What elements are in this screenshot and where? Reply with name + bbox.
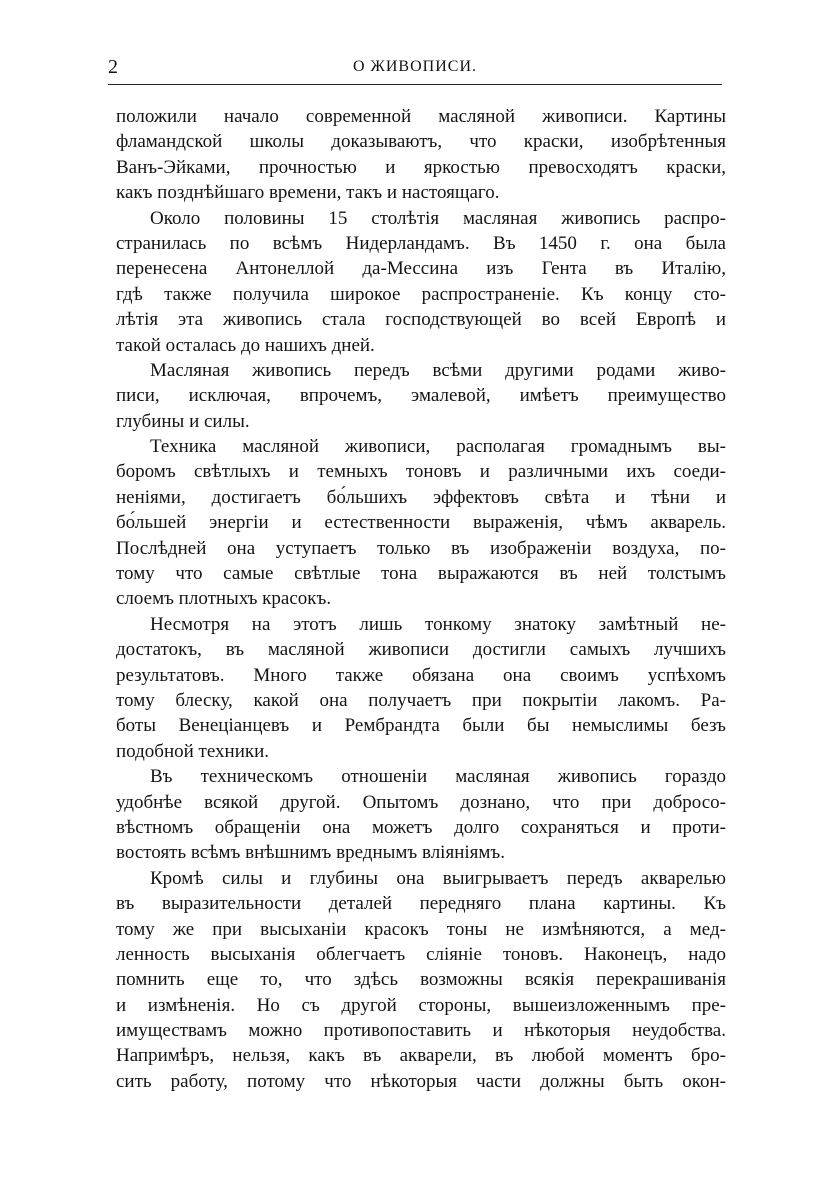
body-text (116, 104, 726, 1094)
text-line: неніями, достигаетъ бо́льшихъ эффектовъ свѣта и тѣни и (116, 486, 726, 508)
running-head (108, 50, 722, 86)
text-line: фламандской школы доказываютъ, что краски, изобрѣтенныя (116, 131, 726, 153)
text-line: тому же при высыханіи красокъ тоны не измѣняются, а мед- (116, 918, 726, 940)
text-line: Ванъ-Эйками, прочностью и яркостью превосходятъ краски, (116, 156, 726, 178)
text-line: странилась по всѣмъ Нидерландамъ. Въ 1450 г. она была (116, 232, 726, 254)
text-line: достатокъ, въ масляной живописи достигли самыхъ лучшихъ (116, 639, 726, 661)
text-line: боромъ свѣтлыхъ и темныхъ тоновъ и различными ихъ соеди- (116, 461, 726, 483)
text-line: лѣтія эта живопись стала господствующей во всей Европѣ и (116, 309, 726, 331)
text-line: сить работу, потому что нѣкоторыя части должны быть окон- (116, 1070, 726, 1092)
text-line: результатовъ. Много также обязана она своимъ успѣхомъ (116, 664, 726, 686)
text-line: такой осталась до нашихъ дней. (116, 334, 375, 356)
text-line: подобной техники. (116, 740, 270, 762)
text-line: слоемъ плотныхъ красокъ. (116, 588, 332, 610)
text-line: Послѣдней она уступаетъ только въ изображеніи воздуха, по- (116, 537, 726, 559)
text-line: удобнѣе всякой другой. Опытомъ дознано, что при добросо- (116, 791, 726, 813)
text-line: бо́льшей энергіи и естественности выраженія, чѣмъ акварель. (116, 512, 726, 534)
text-line: какъ позднѣйшаго времени, такъ и настоящаго. (116, 182, 500, 204)
text-line: положили начало современной масляной живописи. Картины (116, 106, 726, 127)
text-line: и измѣненія. Но съ другой стороны, вышеизложеннымъ пре- (116, 994, 726, 1016)
running-title: О ЖИВОПИСИ. (352, 58, 477, 75)
text-line: Несмотря на этотъ лишь тонкому знатоку замѣтный не- (150, 613, 726, 635)
text-line: перенесена Антонеллой да-Мессина изъ Гента въ Италію, (116, 258, 726, 280)
text-line: Напримѣръ, нельзя, какъ въ акварели, въ любой моментъ бро- (116, 1045, 726, 1067)
text-line: вѣстномъ обращеніи она можетъ долго сохраняться и проти- (116, 816, 726, 838)
text-line: помнить еще то, что здѣсь возможны всякія перекрашиванія (116, 969, 726, 991)
text-line: Техника масляной живописи, располагая громаднымъ вы- (150, 436, 726, 458)
text-line: востоять всѣмъ внѣшнимъ вреднымъ вліяніямъ. (116, 842, 505, 864)
text-line: гдѣ также получила широкое распространеніе. Къ концу сто- (116, 283, 726, 305)
header-rule (108, 84, 722, 85)
text-line: тому что самые свѣтлые тона выражаются въ ней толстымъ (116, 563, 726, 585)
page-number: 2 (108, 56, 118, 78)
text-line: Масляная живопись передъ всѣми другими родами живо- (150, 359, 726, 381)
text-line: глубины и силы. (116, 410, 250, 432)
text-line: ленность высыханія облегчаетъ сліяніе тоновъ. Наконецъ, надо (116, 943, 726, 965)
text-line: Около половины 15 столѣтія масляная живопись распро- (150, 207, 726, 229)
text-line: въ выразительности деталей передняго плана картины. Къ (116, 893, 726, 915)
text-line: тому блеску, какой она получаетъ при покрытіи лакомъ. Ра- (116, 689, 726, 711)
text-line: Кромѣ силы и глубины она выигрываетъ передъ акварелью (150, 867, 726, 889)
text-line: имуществамъ можно противопоставить и нѣкоторыя неудобства. (116, 1020, 726, 1042)
text-line: писи, исключая, впрочемъ, эмалевой, имѣетъ преимущество (116, 385, 726, 407)
text-line: Въ техническомъ отношеніи масляная живопись гораздо (150, 766, 726, 788)
text-line: боты Венеціанцевъ и Рембрандта были бы немыслимы безъ (116, 715, 726, 737)
